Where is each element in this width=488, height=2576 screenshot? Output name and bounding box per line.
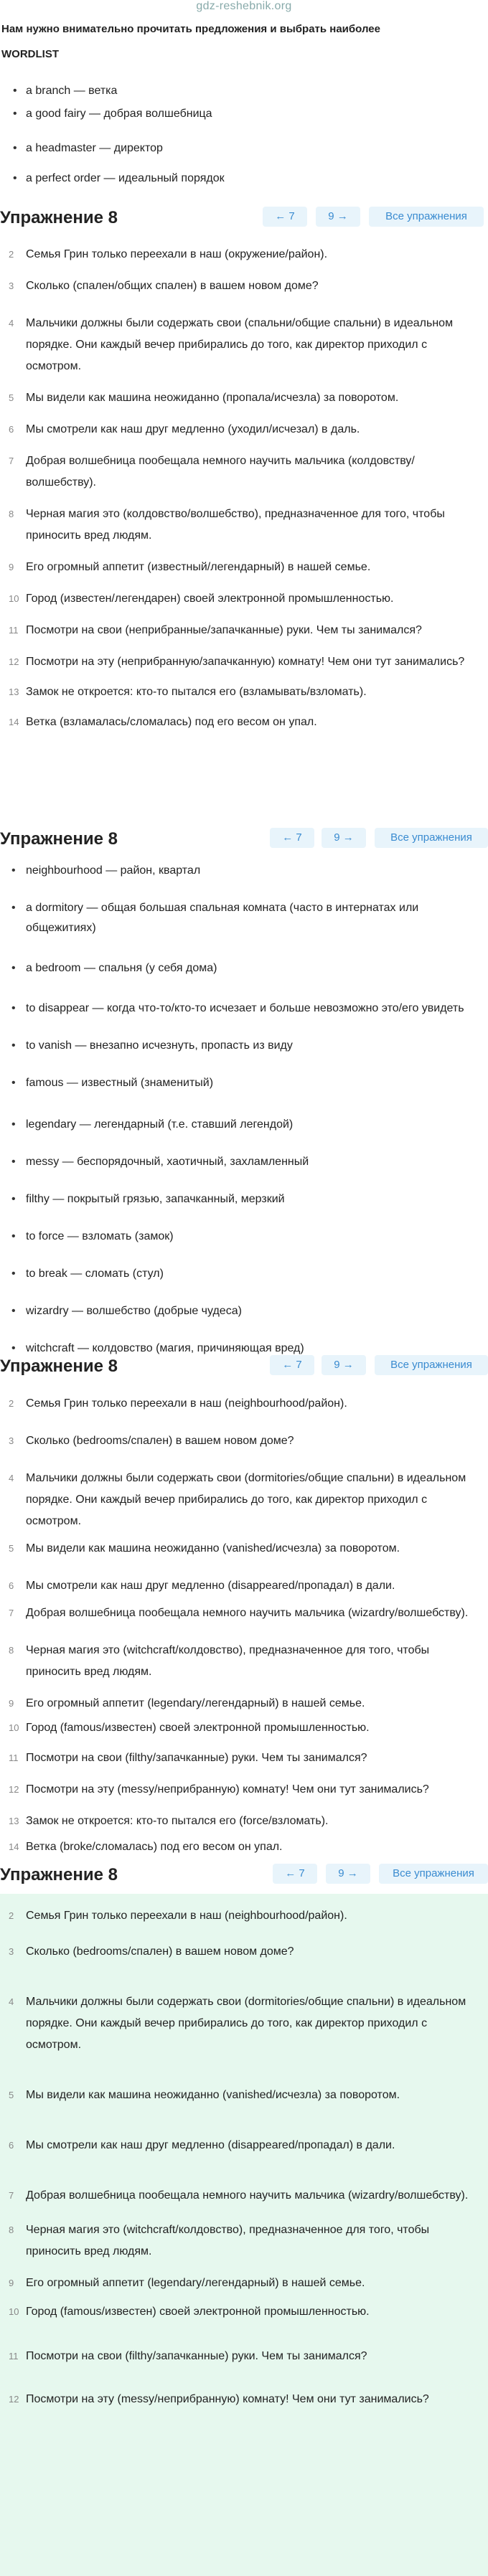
sentence-text: Его огромный аппетит (известный/легендарный) в нашей семье. [26,561,371,573]
sentence [0,588,488,610]
vocab-item: • a dormitory — общая большая спальная комната (часто в интернатах или общежитиях) [26,898,488,938]
answer-sentence [0,1991,488,2056]
sentence [0,450,488,494]
vocab-item: • neighbourhood — район, квартал [26,861,488,881]
sentence-text: Замок не откроется: кто-то пытался его (force/взломать). [26,1815,329,1827]
wordlist-item: • a perfect order — идеальный порядок [26,172,488,185]
answer-sentence [0,1941,488,1963]
sentence-number: 2 [9,249,14,260]
sentence-number: 2 [9,1910,14,1921]
sentence-number: 5 [9,1543,14,1554]
sentence-text: Черная магия это (witchcraft/колдовство), предназначенное для того, чтобы приносить вред людям. [26,1644,430,1678]
answer-sentence [0,2346,488,2367]
wordlist-item: • a headmaster — директор [26,142,488,155]
sentence-text: Добрая волшебница пообещала немного научить мальчика (wizardry/волшебству). [26,2189,469,2202]
sentence-number: 14 [9,1841,19,1852]
exercise-header [0,825,488,851]
sentence [0,313,488,377]
sentence-text: Ветка (broke/сломалась) под его весом он упал. [26,1841,283,1853]
sentence-number: 7 [9,2190,14,2201]
answer-sentence [0,1393,488,1415]
wordlist-item: • a branch — ветка [26,85,488,98]
sentence-text: Его огромный аппетит (legendary/легендарный) в нашей семье. [26,1697,365,1709]
sentence-text: Посмотри на свои (filthy/запачканные) руки. Чем ты занимался? [26,2350,367,2362]
sentence-text: Посмотри на эту (messy/неприбранную) комнату! Чем они тут занимались? [26,2393,429,2405]
answer-sentence [0,2219,488,2263]
sentence-text: Мы смотрели как наш друг медленно (уходил/исчезал) в даль. [26,423,360,435]
sentence-number: 7 [9,456,14,466]
sentence-number: 8 [9,2224,14,2235]
sentence-number: 6 [9,424,14,435]
sentence-text: Мы смотрели как наш друг медленно (disappeared/пропадал) в дали. [26,1580,395,1592]
sentence-number: 10 [9,593,19,604]
sentence-text: Город (известен/легендарен) своей электронной промышленностью. [26,593,394,605]
sentence [0,275,488,297]
next-exercise-button[interactable]: 9 → [322,828,366,848]
answer-sentence [0,2185,488,2207]
green-answer-panel [0,1894,488,2576]
exercise-title: Упражнение 8 [0,1357,118,1376]
next-exercise-button[interactable]: 9 → [326,1864,370,1884]
wordlist-title: WORDLIST [1,48,59,60]
answer-sentence [0,2273,488,2294]
sentence-number: 9 [9,1698,14,1709]
sentence-number: 12 [9,1784,19,1795]
next-exercise-button[interactable]: 9 → [316,207,360,227]
sentence [0,504,488,547]
sentence-number: 9 [9,2278,14,2288]
all-exercises-button[interactable]: Все упражнения [369,207,484,227]
sentence-text: Ветка (взламалась/сломалась) под его весом он упал. [26,716,317,728]
vocab-item: • wizardry — волшебство (добрые чудеса) [26,1301,488,1321]
sentence-text: Мальчики должны были содержать свои (dormitories/общие спальни) в идеальном порядке. Они каждый вечер прибирались до того, как директор приходил с осмотром. [26,1996,466,2051]
sentence [0,681,488,703]
wordlist [0,85,488,185]
wordlist-item: • a good fairy — добрая волшебница [26,108,488,121]
sentence-text: Сколько (bedrooms/спален) в вашем новом доме? [26,1435,294,1447]
sentence-number: 2 [9,1398,14,1409]
sentence-number: 13 [9,687,19,697]
sentence [0,620,488,641]
exercise-title: Упражнение 8 [0,829,118,849]
sentence-number: 6 [9,1580,14,1591]
sentence [0,651,488,673]
vocabulary-list [0,861,488,1359]
sentence-number: 7 [9,1608,14,1618]
sentence-text: Добрая волшебница пообещала немного научить мальчика (wizardry/волшебству). [26,1607,469,1619]
vocab-item: • filthy — покрытый грязью, запачканный, мерзкий [26,1189,488,1209]
prev-exercise-button[interactable]: ← 7 [270,1355,314,1375]
all-exercises-button[interactable]: Все упражнения [379,1864,488,1884]
sentence-number: 8 [9,509,14,519]
site-watermark: gdz-reshebnik.org [196,0,292,12]
sentence-text: Семья Грин только переехали в наш (neighbourhood/район). [26,1910,347,1922]
sentence-text: Мальчики должны были содержать свои (спальни/общие спальни) в идеальном порядке. Они каждый вечер прибирались до того, как директор приходил с осмотром. [26,317,454,372]
sentence-number: 4 [9,318,14,329]
sentence-text: Сколько (спален/общих спален) в вашем новом доме? [26,280,319,292]
sentence-text: Посмотри на эту (messy/неприбранную) комнату! Чем они тут занимались? [26,1783,429,1796]
answer-sentence [0,2085,488,2106]
sentence-number: 4 [9,1996,14,2007]
intro-block [0,23,488,185]
sentence-number: 4 [9,1473,14,1483]
sentence-text: Мы видели как машина неожиданно (vanished/исчезла) за поворотом. [26,1542,400,1554]
vocab-item: • witchcraft — колдовство (магия, причиняющая вред) [26,1339,488,1359]
sentence-number: 11 [9,1752,19,1763]
sentence-text: Добрая волшебница пообещала немного научить мальчика (колдовству/волшебству). [26,455,415,489]
sentence-text: Посмотри на свои (неприбранные/запачканные) руки. Чем ты занимался? [26,624,422,636]
next-exercise-button[interactable]: 9 → [322,1355,366,1375]
sentence-text: Черная магия это (witchcraft/колдовство), предназначенное для того, чтобы приносить вред людям. [26,2224,430,2257]
sentence [0,387,488,409]
exercise-header [0,1352,488,1378]
answer-sentence [0,1575,488,1597]
prev-exercise-button[interactable]: ← 7 [263,207,307,227]
sentence [0,244,488,265]
answer-sentences [0,1393,488,1858]
answer-sentence [0,1538,488,1560]
sentence-text: Черная магия это (колдовство/волшебство), предназначенное для того, чтобы приносить вред людям. [26,508,445,542]
sentence-text: Город (famous/известен) своей электронной промышленностью. [26,1722,370,1734]
sentence-text: Посмотри на свои (filthy/запачканные) руки. Чем ты занимался? [26,1752,367,1764]
answer-sentence [0,1905,488,1927]
vocab-item: • to break — сломать (стул) [26,1264,488,1284]
vocab-item: • a bedroom — спальня (у себя дома) [26,958,488,978]
answer-sentence [0,1693,488,1714]
sentence [0,419,488,440]
answer-sentence [0,1717,488,1739]
answer-sentence [0,1779,488,1801]
vocab-item: • famous — известный (знаменитый) [26,1073,488,1093]
vocab-item: • to disappear — когда что-то/кто-то исчезает и больше невозможно это/его увидеть [26,999,488,1019]
sentence-text: Семья Грин только переехали в наш (окружение/район). [26,248,328,260]
exercise-header [0,1861,488,1887]
answer-sentence [0,1468,488,1532]
sentence-text: Мы видели как машина неожиданно (vanished/исчезла) за поворотом. [26,2089,400,2101]
vocab-item: • legendary — легендарный (т.е. ставший легендой) [26,1115,488,1135]
sentence-number: 10 [9,2306,19,2317]
task-sentences [0,244,488,733]
sentence-text: Мальчики должны были содержать свои (dormitories/общие спальни) в идеальном порядке. Они каждый вечер прибирались до того, как директор приходил с осмотром. [26,1472,466,1527]
answer-sentence [0,2135,488,2156]
sentence-number: 10 [9,1722,19,1733]
exercise-header [0,204,488,230]
sentence-number: 11 [9,2351,19,2362]
exercise-title: Упражнение 8 [0,1865,118,1884]
all-exercises-button[interactable]: Все упражнения [375,828,488,848]
sentence-text: Семья Грин только переехали в наш (neighbourhood/район). [26,1397,347,1410]
prev-exercise-button[interactable]: ← 7 [273,1864,317,1884]
answer-sentence [0,1430,488,1452]
sentence [0,712,488,733]
answer-sentence [0,2389,488,2410]
exercise-title: Упражнение 8 [0,208,118,227]
intro-text: Нам нужно внимательно прочитать предложения и выбрать наиболее [1,23,380,35]
sentence-text: Посмотри на эту (неприбранную/запачканную) комнату! Чем они тут занимались? [26,656,465,668]
sentence-text: Город (famous/известен) своей электронной промышленностью. [26,2306,370,2318]
answer-sentence [0,1603,488,1624]
sentence-number: 12 [9,2394,19,2405]
answer-sentence [0,1640,488,1683]
sentence-number: 8 [9,1645,14,1656]
prev-exercise-button[interactable]: ← 7 [270,828,314,848]
sentence-number: 9 [9,562,14,572]
vocab-item: • messy — беспорядочный, хаотичный, захламленный [26,1152,488,1172]
sentence [0,557,488,578]
sentence-number: 3 [9,1946,14,1957]
sentence-number: 3 [9,1435,14,1446]
sentence-text: Мы смотрели как наш друг медленно (disappeared/пропадал) в дали. [26,2139,395,2151]
sentence-number: 3 [9,280,14,291]
all-exercises-button[interactable]: Все упражнения [375,1355,488,1375]
sentence-text: Замок не откроется: кто-то пытался его (взламывать/взломать). [26,686,367,698]
sentence-number: 5 [9,392,14,403]
answer-sentence [0,1747,488,1769]
vocab-item: • to vanish — внезапно исчезнуть, пропасть из виду [26,1036,488,1056]
sentence-number: 14 [9,717,19,727]
sentence-text: Сколько (bedrooms/спален) в вашем новом доме? [26,1945,294,1958]
vocab-item: • to force — взломать (замок) [26,1227,488,1247]
sentence-text: Мы видели как машина неожиданно (пропала/исчезла) за поворотом. [26,392,399,404]
sentence-number: 6 [9,2140,14,2151]
sentence-number: 12 [9,656,19,667]
answer-sentence [0,2301,488,2323]
answer-sentence [0,1836,488,1858]
sentence-number: 11 [9,625,19,636]
sentence-number: 5 [9,2090,14,2100]
answer-sentence [0,1811,488,1832]
sentence-number: 13 [9,1816,19,1826]
sentence-text: Его огромный аппетит (legendary/легендарный) в нашей семье. [26,2277,365,2289]
